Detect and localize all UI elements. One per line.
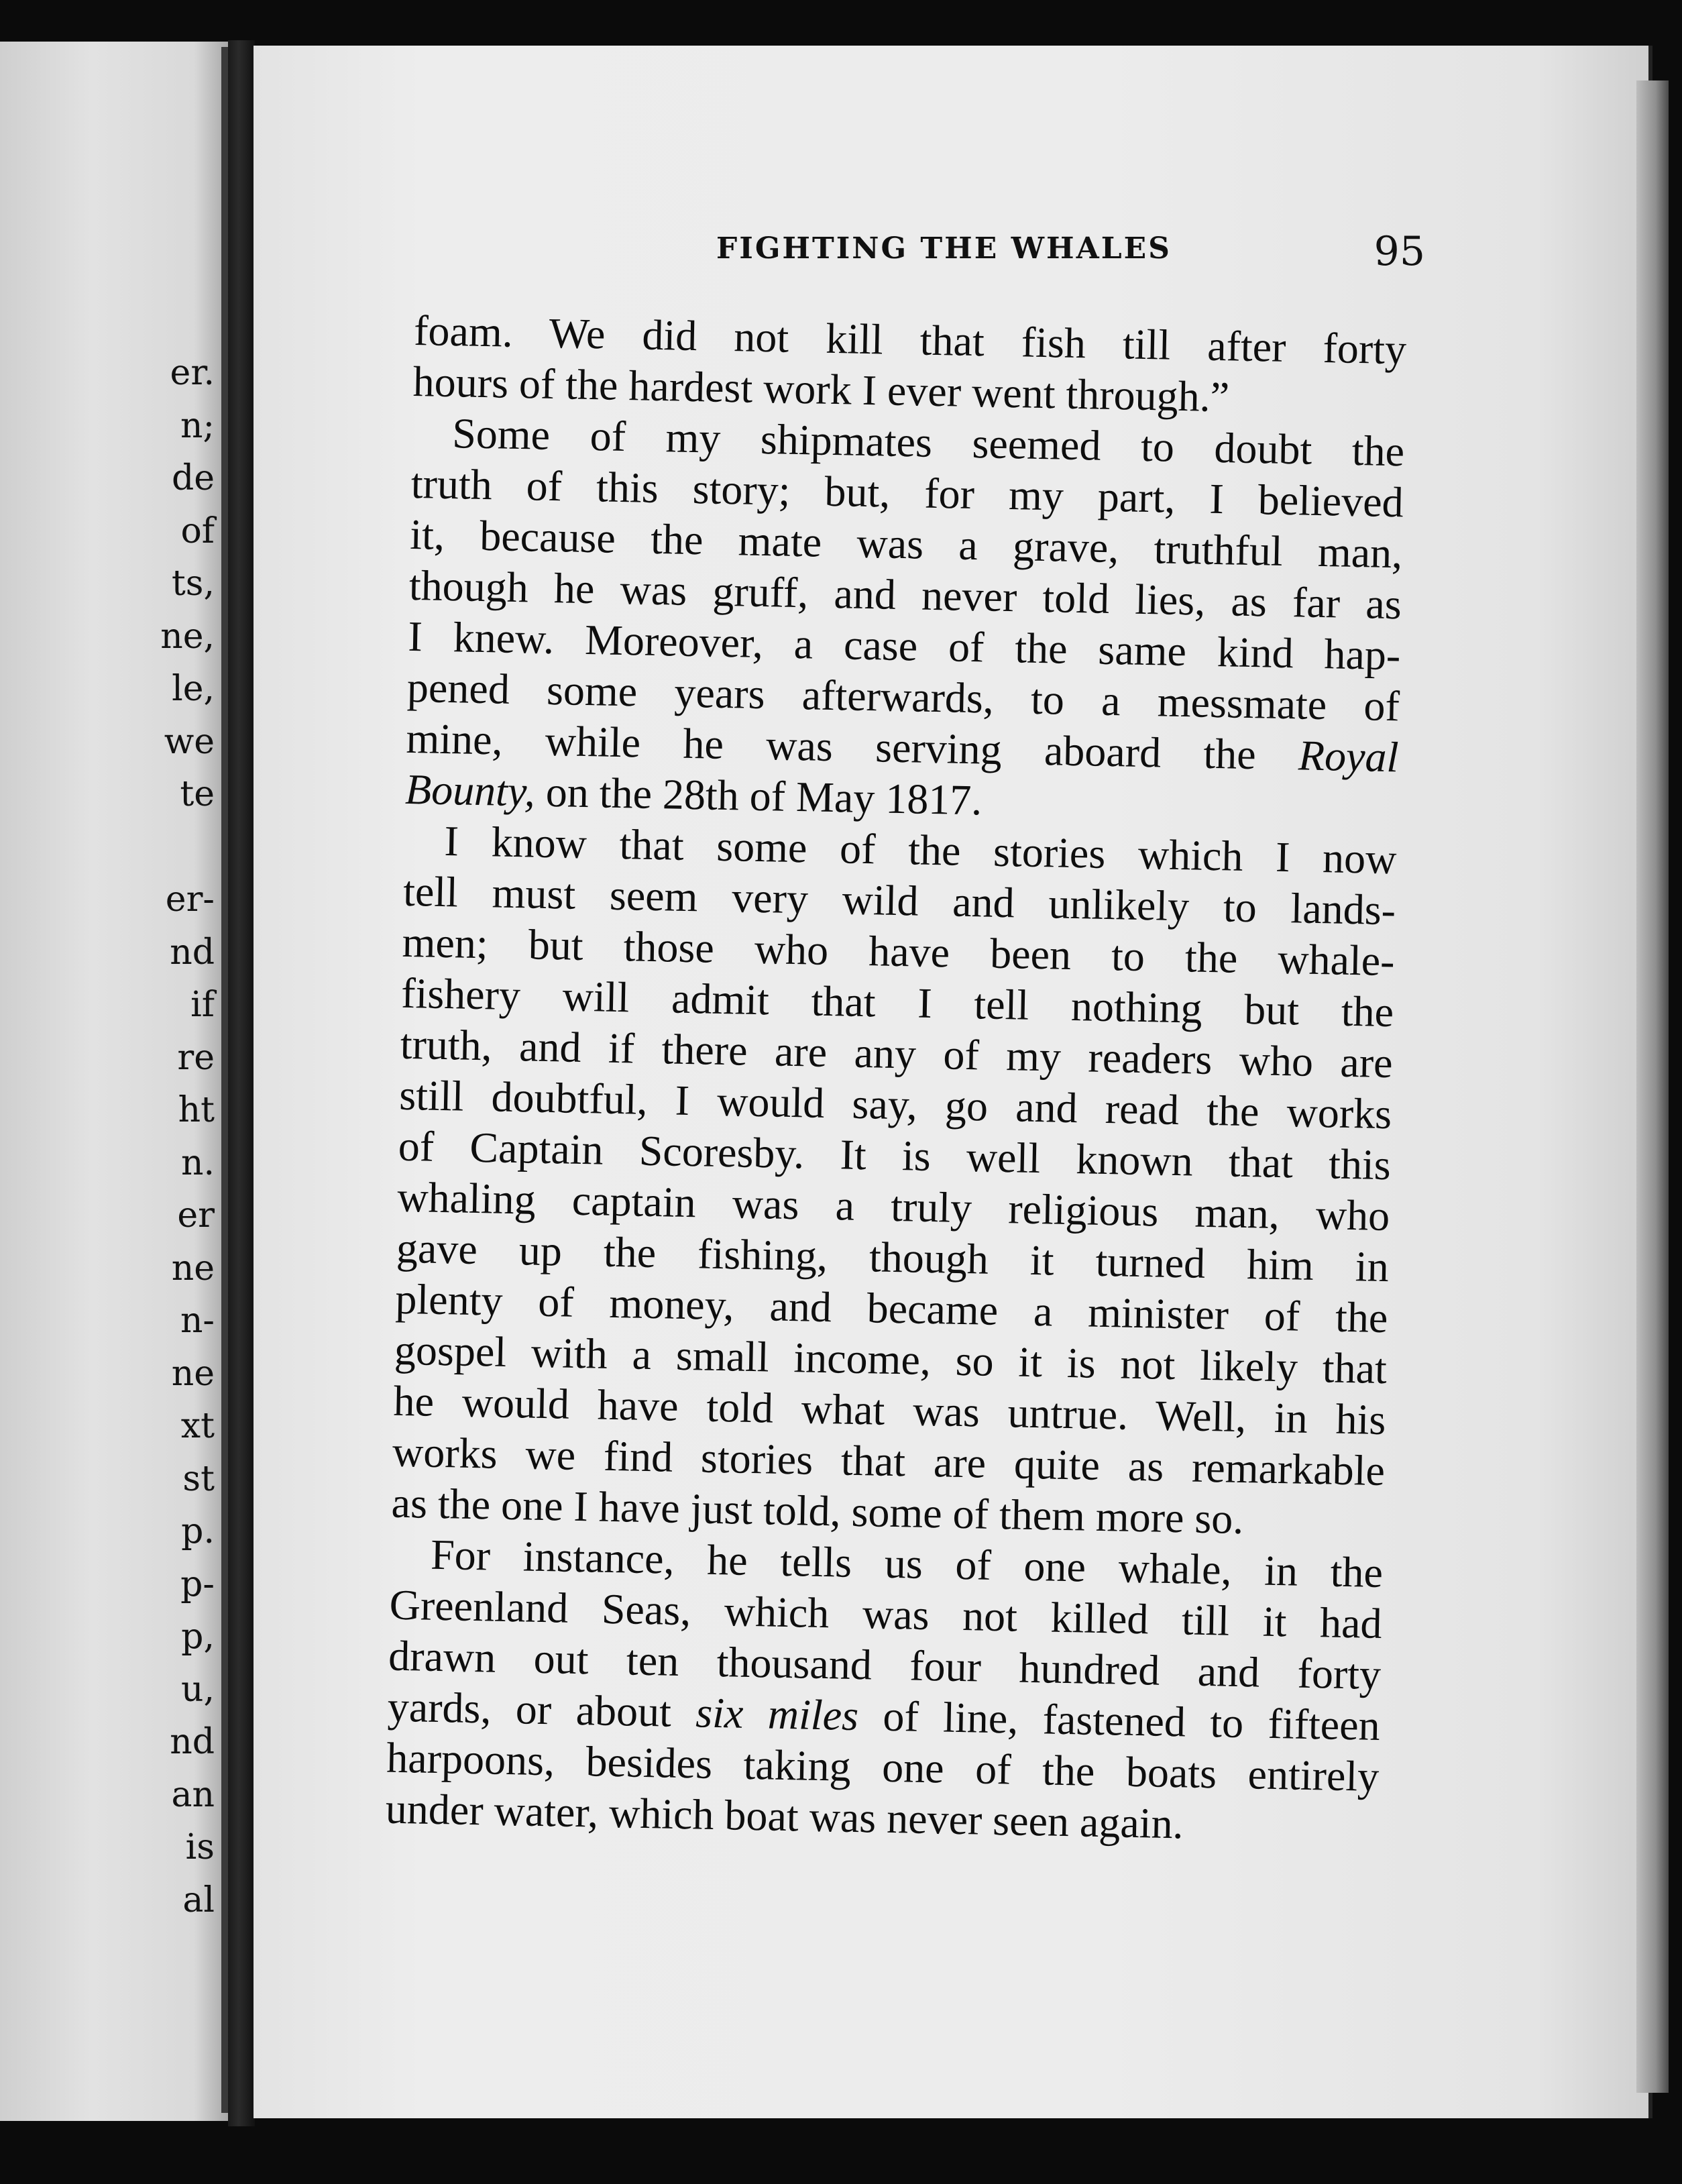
text-line: still doubtful, I would say, go and read the works	[398, 1071, 1392, 1138]
text-line: he would have told what was untrue. Well, in his	[392, 1376, 1387, 1444]
text-line: it, because the mate was a grave, truthful man,	[409, 510, 1403, 578]
text-line: hours of the hardest work I ever went through.”	[412, 357, 1230, 421]
left-fragment: nd	[170, 932, 215, 973]
text-line: plenty of money, and became a minister of the	[394, 1274, 1388, 1342]
left-fragment: ne,	[160, 616, 215, 657]
left-fragment: ne	[171, 1353, 215, 1394]
text-segment: on the 28th of May 1817.	[535, 767, 983, 824]
left-fragment: u,	[180, 1669, 215, 1710]
body-text	[385, 305, 1406, 1853]
left-fragment: p-	[180, 1564, 215, 1604]
text-line: truth, and if there are any of my readers who are	[400, 1020, 1394, 1087]
text-line: I knew. Moreover, a case of the same kind hap-	[407, 612, 1401, 679]
text-line: of Captain Scoresby. It is well known that this	[398, 1122, 1392, 1189]
text-line: works we find stories that are quite as remarkable	[392, 1427, 1386, 1495]
left-fragment: if	[190, 985, 215, 1025]
page-number: 95	[1373, 228, 1425, 275]
ship-name-italic: Royal	[1298, 731, 1400, 781]
left-fragment: al	[182, 1879, 215, 1920]
running-head: FIGHTING THE WHALES	[716, 231, 1172, 266]
text-line: Some of my shipmates seemed to doubt the	[451, 409, 1405, 476]
text-segment: of line, fastened to fifteen	[858, 1692, 1381, 1750]
left-fragment: n;	[180, 405, 215, 446]
ship-name-italic: Bounty,	[404, 765, 536, 816]
left-page	[0, 42, 228, 2121]
text-line: whaling captain was a truly religious man, who	[396, 1172, 1390, 1240]
left-fragment: is	[185, 1827, 215, 1867]
left-page-text-fragments	[0, 347, 215, 1926]
left-page-edge	[221, 47, 228, 2113]
left-fragment: n-	[180, 1301, 215, 1341]
left-fragment: st	[182, 1458, 215, 1499]
emphasis-italic: six miles	[695, 1688, 859, 1740]
left-fragment: ht	[178, 1090, 215, 1130]
left-fragment: ne	[171, 1248, 215, 1289]
text-line: Greenland Seas, which was not killed till it had	[389, 1580, 1383, 1648]
text-line: though he was gruff, and never told lies, as far as	[408, 561, 1402, 629]
book-gutter	[228, 40, 255, 2126]
text-line: men; but those who have been to the whale-	[402, 918, 1396, 985]
left-fragment: er.	[170, 353, 215, 393]
left-fragment: xt	[180, 1406, 215, 1446]
text-line: truth of this story; but, for my part, I believed	[410, 459, 1404, 527]
text-segment: yards, or about	[387, 1682, 672, 1736]
left-fragment	[0, 821, 215, 874]
left-fragment: le,	[172, 669, 215, 709]
text-line: gospel with a small income, so it is not likely that	[394, 1325, 1388, 1393]
left-fragment: n.	[180, 1142, 215, 1183]
left-fragment: of	[180, 510, 215, 551]
left-fragment: te	[180, 774, 215, 814]
left-fragment: de	[171, 458, 215, 498]
text-line: fishery will admit that I tell nothing but the	[400, 969, 1394, 1036]
left-fragment: we	[164, 721, 215, 762]
text-line: under water, which boat was never seen again.	[385, 1784, 1184, 1848]
text-line: I know that some of the stories which I now	[443, 817, 1398, 883]
text-line: pened some years afterwards, to a messmate of	[406, 663, 1400, 730]
left-fragment: nd	[170, 1722, 215, 1762]
text-line: gave up the fishing, though it turned him in	[396, 1223, 1390, 1291]
left-fragment: er-	[165, 879, 215, 920]
left-fragment: er	[177, 1195, 215, 1236]
left-fragment: re	[177, 1037, 215, 1078]
left-fragment: ts,	[171, 563, 215, 604]
text-line: drawn out ten thousand four hundred and forty	[388, 1631, 1382, 1699]
page-stack-edge	[1636, 80, 1669, 2093]
text-segment: mine, while he was serving aboard the	[405, 714, 1257, 779]
left-fragment: p.	[181, 1511, 215, 1551]
text-line: foam. We did not kill that fish till after forty	[413, 306, 1407, 374]
text-line: tell must seem very wild and unlikely to lands-	[402, 867, 1396, 934]
text-line: as the one I have just told, some of them more so.	[391, 1478, 1245, 1543]
text-line: For instance, he tells us of one whale, in the	[430, 1530, 1384, 1597]
left-fragment: p,	[181, 1617, 215, 1657]
text-line: harpoons, besides taking one of the boats entirely	[386, 1733, 1380, 1801]
left-fragment: an	[171, 1774, 215, 1815]
